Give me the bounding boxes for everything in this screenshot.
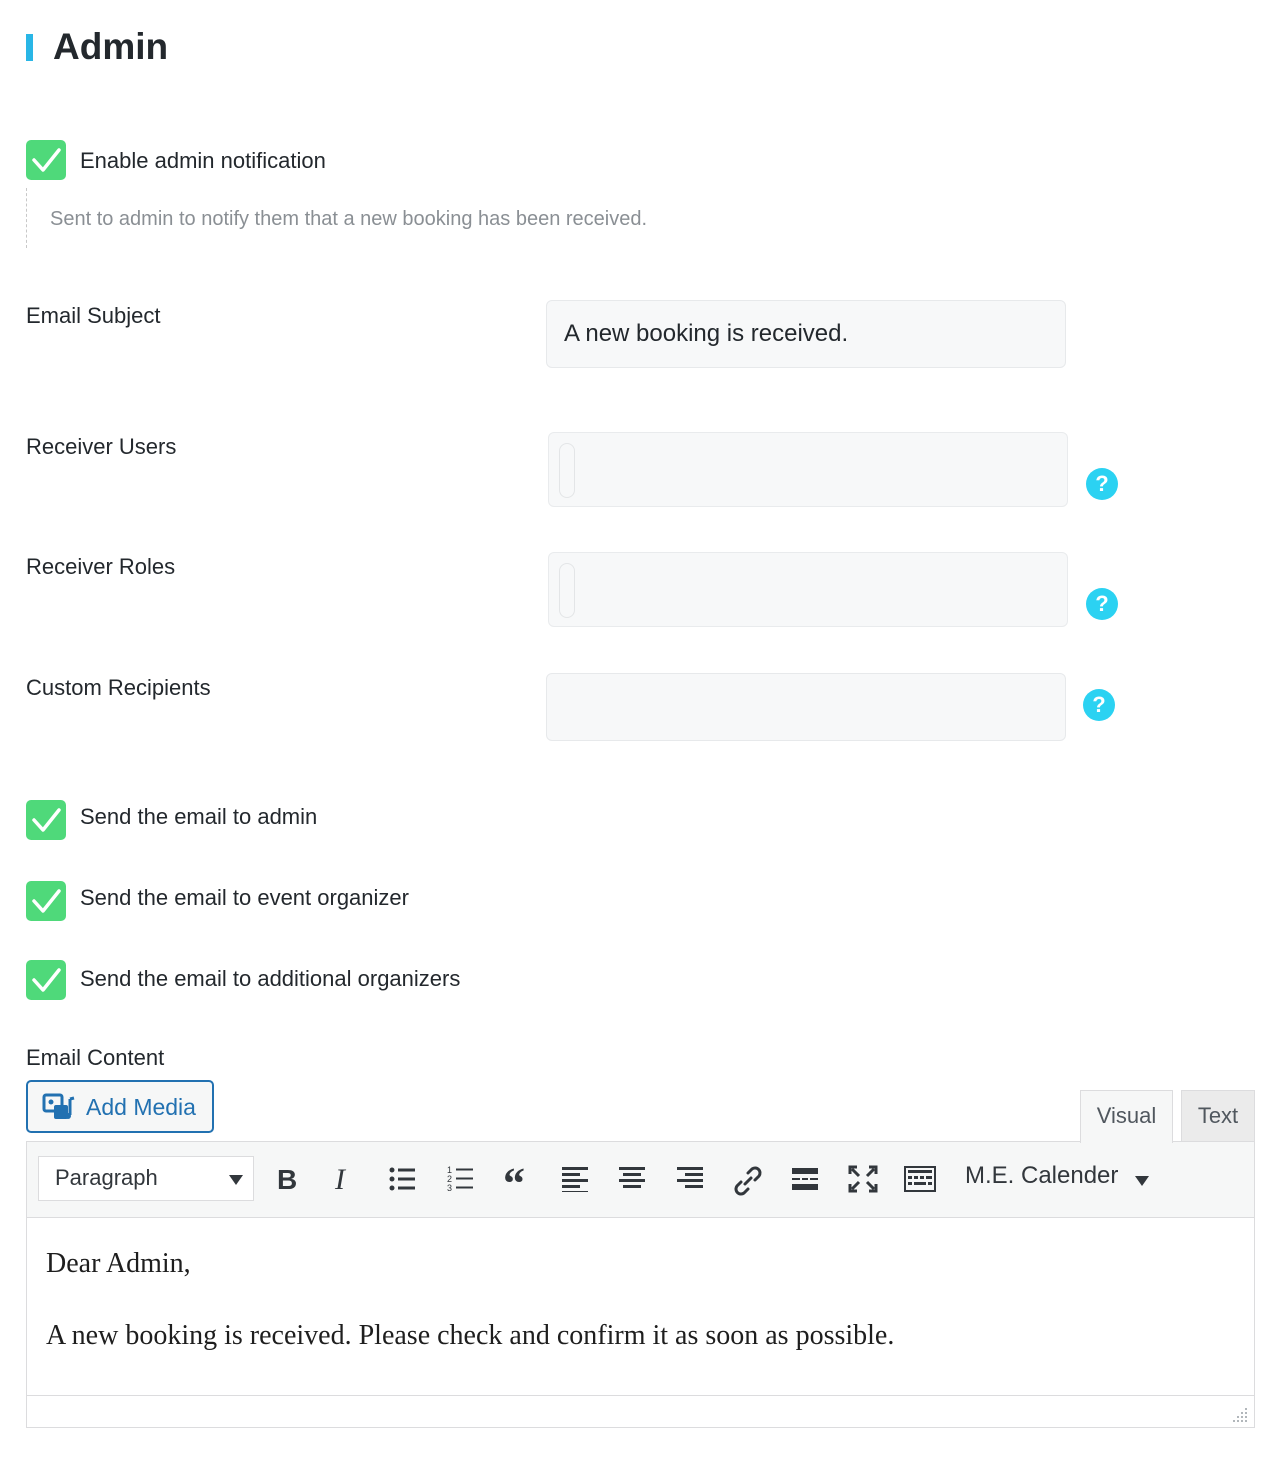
title-accent-bar xyxy=(26,34,33,61)
enable-notification-label[interactable]: Enable admin notification xyxy=(80,148,326,173)
link-icon[interactable] xyxy=(731,1160,765,1198)
tab-visual[interactable]: Visual xyxy=(1080,1090,1173,1143)
bold-icon[interactable] xyxy=(270,1160,304,1198)
svg-text:“: “ xyxy=(503,1160,525,1198)
format-select[interactable] xyxy=(38,1156,254,1201)
checkmark-icon xyxy=(26,960,66,1000)
resize-handle-icon[interactable] xyxy=(1232,1407,1248,1423)
receiver-users-select[interactable] xyxy=(548,432,1068,507)
send-to-admin-label[interactable]: Send the email to admin xyxy=(80,804,318,829)
bullet-list-icon[interactable] xyxy=(385,1160,419,1198)
receiver-roles-question-icon[interactable]: ? xyxy=(1086,588,1118,620)
editor-statusbar xyxy=(27,1395,1254,1427)
add-media-label: Add Media xyxy=(86,1094,196,1120)
blockquote-icon[interactable] xyxy=(500,1160,534,1198)
svg-text:3: 3 xyxy=(447,1183,453,1193)
email-content-editor xyxy=(26,1141,1255,1428)
email-subject-input[interactable] xyxy=(546,300,1066,368)
svg-text:2: 2 xyxy=(447,1174,453,1184)
section-title: Admin xyxy=(53,26,169,67)
email-subject-label: Email Subject xyxy=(26,303,161,328)
align-right-icon[interactable] xyxy=(673,1160,707,1198)
checkmark-icon xyxy=(26,140,66,180)
editor-content[interactable] xyxy=(46,1246,894,1390)
add-media-button[interactable] xyxy=(26,1080,214,1133)
align-center-icon[interactable] xyxy=(615,1160,649,1198)
checkmark-icon xyxy=(26,881,66,921)
enable-notification-checkbox[interactable] xyxy=(26,140,66,180)
checkmark-icon xyxy=(26,800,66,840)
toolbar-toggle-icon[interactable] xyxy=(903,1160,937,1198)
chevron-down-icon xyxy=(229,1175,243,1185)
content-body: A new booking is received. Please check and confirm it as soon as possible. xyxy=(46,1320,895,1351)
svg-text:B: B xyxy=(277,1164,298,1195)
chevron-down-icon xyxy=(1135,1176,1149,1186)
mec-menu-button[interactable]: M.E. Calender xyxy=(965,1162,1119,1189)
description-divider xyxy=(26,188,27,248)
send-to-additional-organizers-label[interactable]: Send the email to additional organizers xyxy=(80,966,461,991)
receiver-users-label: Receiver Users xyxy=(26,434,177,459)
receiver-roles-label: Receiver Roles xyxy=(26,554,176,579)
email-content-label: Email Content xyxy=(26,1045,165,1070)
receiver-users-question-icon[interactable]: ? xyxy=(1086,468,1118,500)
send-to-organizer-label[interactable]: Send the email to event organizer xyxy=(80,885,409,910)
svg-text:I: I xyxy=(335,1163,345,1196)
numbered-list-icon[interactable] xyxy=(443,1160,477,1198)
receiver-roles-select[interactable] xyxy=(548,552,1068,627)
send-to-organizer-checkbox[interactable] xyxy=(26,881,66,921)
format-select-value: Paragraph xyxy=(55,1165,158,1190)
align-left-icon[interactable] xyxy=(558,1160,592,1198)
receiver-roles-search-field[interactable] xyxy=(559,563,575,618)
svg-text:1: 1 xyxy=(447,1165,453,1175)
receiver-users-search-field[interactable] xyxy=(559,443,575,498)
fullscreen-icon[interactable] xyxy=(846,1160,880,1198)
custom-recipients-question-icon[interactable]: ? xyxy=(1083,689,1115,721)
tab-text[interactable]: Text xyxy=(1181,1090,1255,1142)
editor-toolbar xyxy=(27,1142,1254,1218)
read-more-icon[interactable] xyxy=(788,1160,822,1198)
enable-notification-description: Sent to admin to notify them that a new booking has been received. xyxy=(50,208,648,230)
media-icon xyxy=(42,1093,76,1123)
send-to-additional-organizers-checkbox[interactable] xyxy=(26,960,66,1000)
custom-recipients-label: Custom Recipients xyxy=(26,675,211,700)
custom-recipients-input[interactable] xyxy=(546,673,1066,741)
content-greeting: Dear Admin, xyxy=(46,1248,191,1279)
italic-icon[interactable] xyxy=(327,1160,361,1198)
send-to-admin-checkbox[interactable] xyxy=(26,800,66,840)
